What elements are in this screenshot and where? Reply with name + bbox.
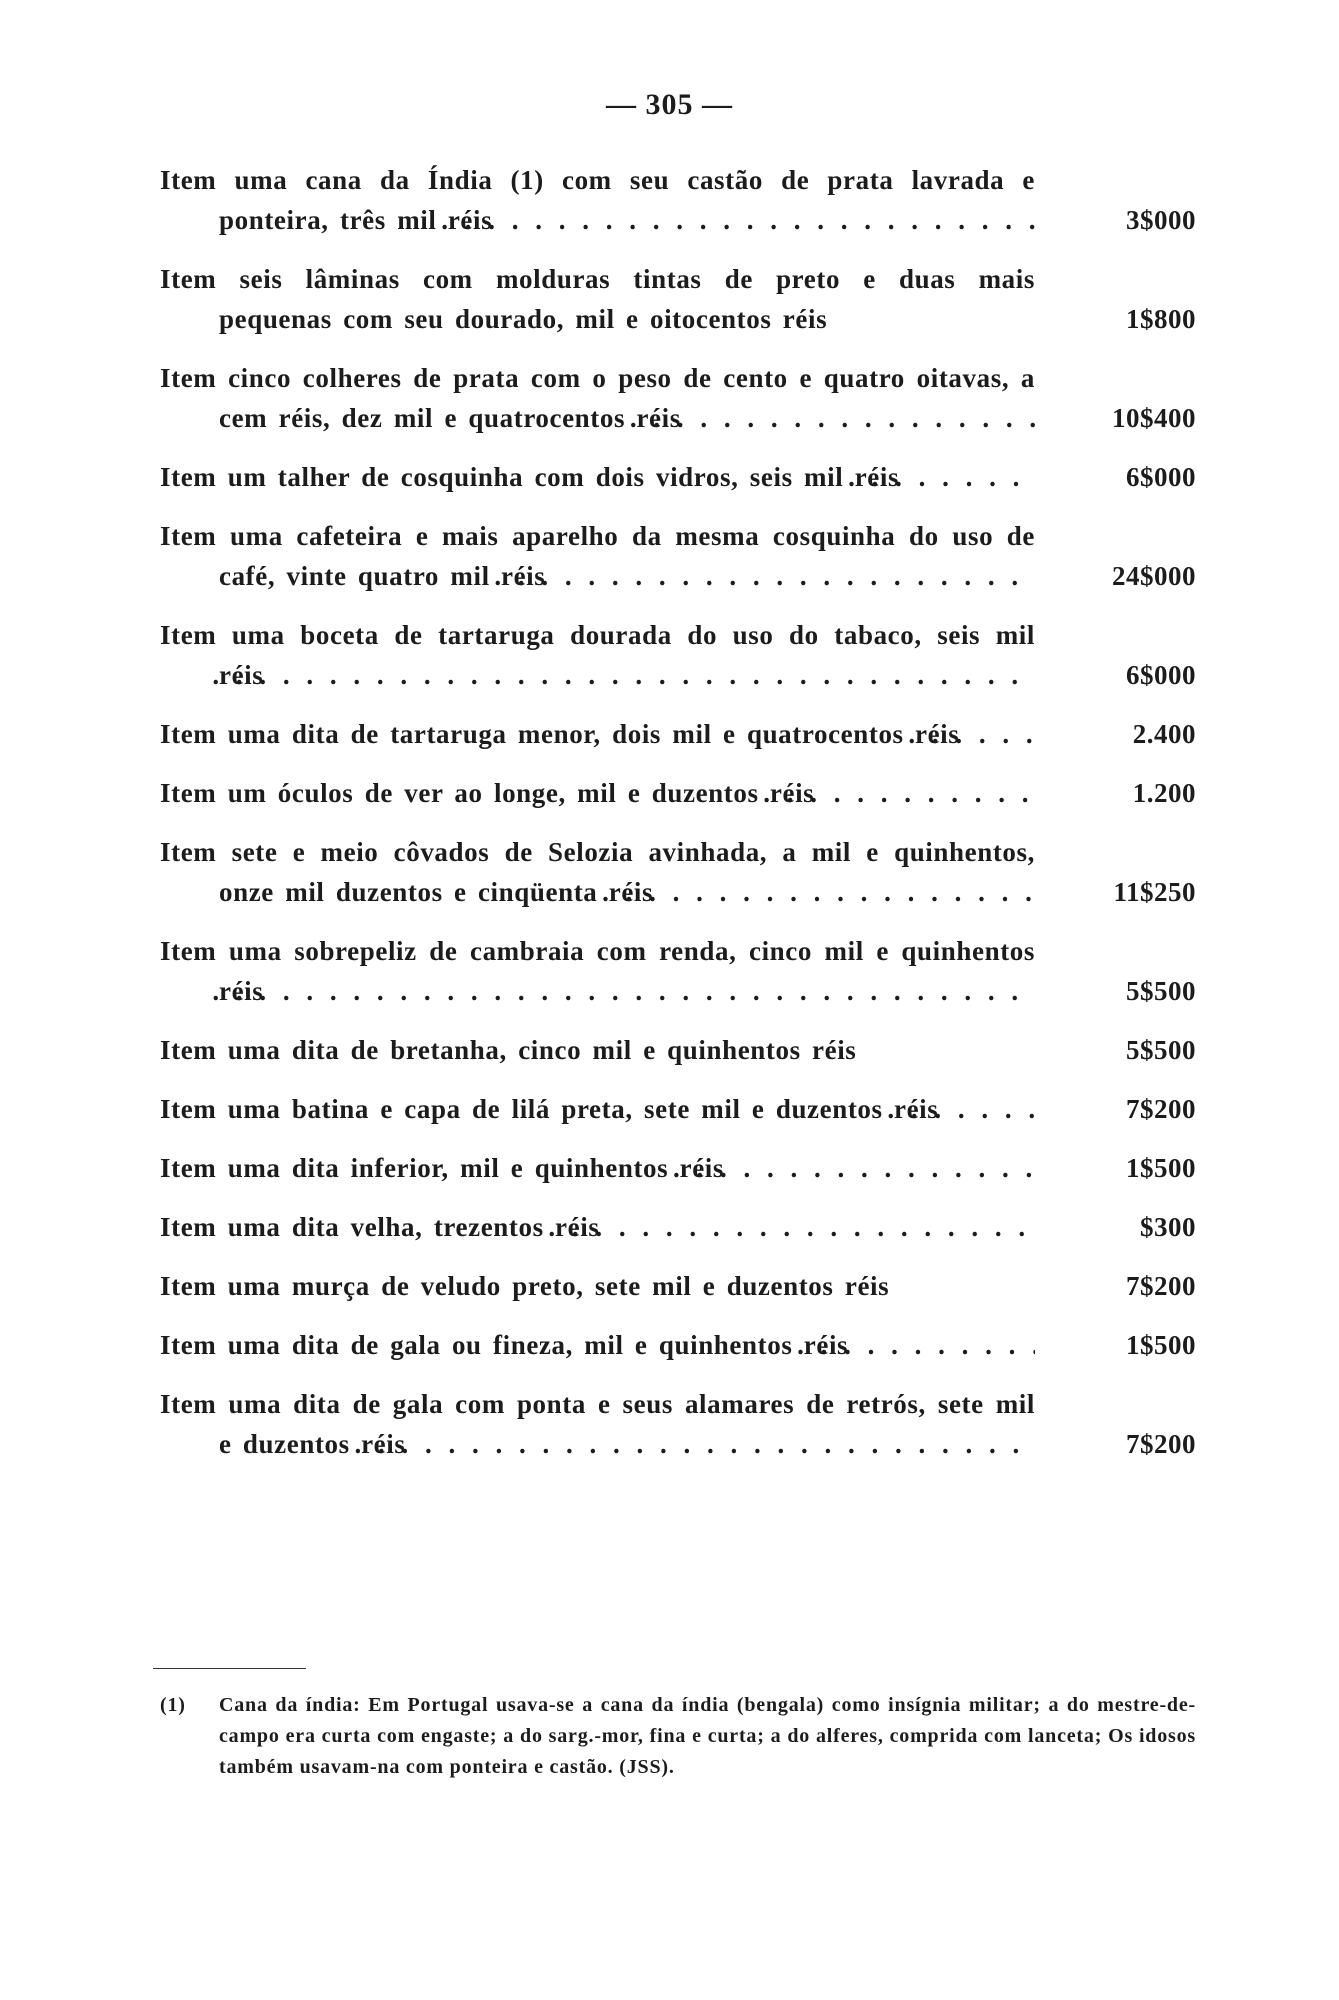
item-description: Item um talher de cosquinha com dois vidros, seis mil réis . . .	[160, 457, 1035, 497]
item-description: Item um óculos de ver ao longe, mil e duzentos réis . . .	[160, 773, 1035, 813]
footnote-text: Cana da índia: Em Portugal usava-se a cana da índia (bengala) como insígnia militar; a do mestre-de-campo era curta com engaste; a do sarg.-mor, fina e curta; a do alferes, comprida com lanceta; Os idosos também usavam-na com ponteira e castão. (JSS).	[219, 1694, 1196, 1778]
footnote	[160, 1690, 1196, 1783]
item-description: Item uma cafeteira e mais aparelho da mesma cosquinha do uso de café, vinte quatro mil réis . . .	[160, 516, 1035, 596]
item-description: Item sete e meio côvados de Selozia avinhada, a mil e quinhentos, onze mil duzentos e cinqüenta réis . . .	[160, 832, 1035, 912]
item-amount: 7$200	[1126, 1094, 1196, 1124]
inventory-item	[160, 832, 1196, 912]
item-description: Item uma dita de tartaruga menor, dois mil e quatrocentos réis . . .	[160, 714, 1035, 754]
inventory-item	[160, 931, 1196, 1011]
inventory-item	[160, 1325, 1196, 1365]
item-amount: 5$500	[1126, 1035, 1196, 1065]
item-description: Item uma boceta de tartaruga dourada do uso do tabaco, seis mil réis . . .	[160, 615, 1035, 695]
item-amount: 11$250	[1113, 877, 1196, 907]
footnote-mark: (1)	[160, 1694, 186, 1716]
item-description: Item uma dita de bretanha, cinco mil e quinhentos réis	[160, 1035, 857, 1065]
item-amount: 1.200	[1132, 778, 1196, 808]
inventory-item	[160, 160, 1196, 240]
inventory-item	[160, 1148, 1196, 1188]
item-description: Item uma cana da Índia (1) com seu castão de prata lavrada e ponteira, três mil réis . . .	[160, 160, 1035, 240]
item-amount: 6$000	[1126, 462, 1196, 492]
item-description: Item uma dita velha, trezentos réis . . .	[160, 1207, 1035, 1247]
item-amount: 1$500	[1126, 1330, 1196, 1360]
item-amount: 3$000	[1126, 205, 1196, 235]
inventory-item	[160, 1207, 1196, 1247]
inventory-item	[160, 714, 1196, 754]
inventory-item	[160, 615, 1196, 695]
item-amount: 1$500	[1126, 1153, 1196, 1183]
inventory-item	[160, 259, 1196, 339]
item-description: Item uma dita de gala ou fineza, mil e quinhentos réis . . .	[160, 1325, 1035, 1365]
inventory-item	[160, 516, 1196, 596]
item-description: Item uma batina e capa de lilá preta, sete mil e duzentos réis . . .	[160, 1089, 1035, 1129]
item-description: Item uma sobrepeliz de cambraia com renda, cinco mil e quinhentos réis . . .	[160, 931, 1035, 1011]
item-amount: 24$000	[1112, 561, 1196, 591]
item-amount: 2.400	[1132, 719, 1196, 749]
item-description: Item cinco colheres de prata com o peso de cento e quatro oitavas, a cem réis, dez mil e quatrocentos réis . . .	[160, 358, 1035, 438]
inventory-item	[160, 1089, 1196, 1129]
inventory-item	[160, 358, 1196, 438]
inventory-item	[160, 1266, 1196, 1306]
item-description: Item uma dita inferior, mil e quinhentos réis . . .	[160, 1148, 1035, 1188]
item-amount: 7$200	[1126, 1271, 1196, 1301]
item-amount: 6$000	[1126, 660, 1196, 690]
page-number: — 305 —	[606, 88, 733, 121]
inventory-list	[160, 160, 1196, 1483]
item-description: Item uma dita de gala com ponta e seus alamares de retrós, sete mil e duzentos réis . . .	[160, 1384, 1035, 1464]
inventory-item	[160, 457, 1196, 497]
item-description: Item uma murça de veludo preto, sete mil e duzentos réis	[160, 1271, 890, 1301]
item-amount: 5$500	[1126, 976, 1196, 1006]
item-amount: $300	[1140, 1212, 1196, 1242]
inventory-item	[160, 773, 1196, 813]
item-amount: 7$200	[1126, 1429, 1196, 1459]
inventory-item	[160, 1384, 1196, 1464]
item-amount: 1$800	[1126, 304, 1196, 334]
footnote-divider	[153, 1668, 306, 1669]
inventory-item	[160, 1030, 1196, 1070]
item-amount: 10$400	[1112, 403, 1196, 433]
item-description: Item seis lâminas com molduras tintas de preto e duas mais pequenas com seu dourado, mil e oitocentos réis	[160, 264, 1035, 334]
